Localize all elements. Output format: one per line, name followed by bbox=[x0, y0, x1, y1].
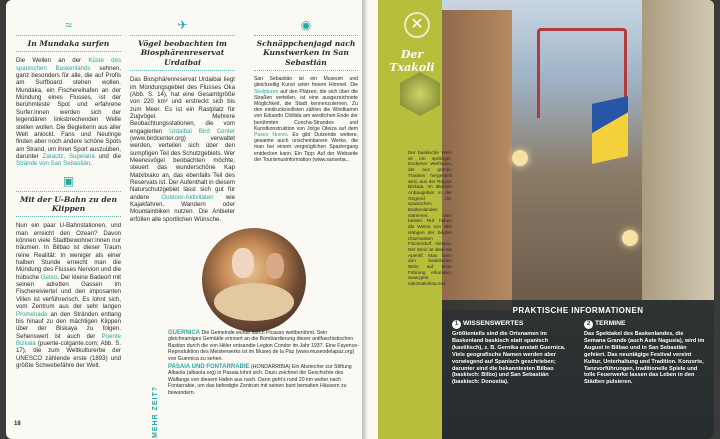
surfing-text bbox=[16, 57, 121, 167]
entry-guernica bbox=[168, 330, 360, 362]
heading-text: WISSENSWERTES bbox=[463, 320, 524, 327]
info-heading bbox=[584, 320, 706, 329]
grapes-image bbox=[400, 72, 440, 116]
link-zarautz-sopelana: Zarautz, Sopelana bbox=[42, 152, 95, 160]
link-san-sebastian-beaches: Strände von San Sebastián bbox=[16, 160, 91, 168]
number-badge: 2 bbox=[584, 320, 593, 329]
plane-icon: ✈ bbox=[177, 18, 188, 32]
info-text: Größtenteils sind die Ortsnamen im Baskenland baskisch statt spanisch (kastilisch), z. B. Gernika anstatt Guernica. Viele geografische Namen werden aber vorwiegend auf Spanisch geschrieben; darunter sind die bekanntesten Bilbao (baskisch: Bilbo) und San Sebastián (baskisch: Donostia). bbox=[452, 331, 566, 386]
building-left bbox=[442, 10, 512, 310]
heading-metro: Mit der U-Bahn zu den Klippen bbox=[16, 191, 121, 218]
sidebar-text: Der baskische Wein ist ein spritziger, trockener Weißwein, der aus grünen Trauben hergestellt wird, aus der Region Bizkaia. Im ältesten Anbaugebiet in der Gegend der spanischen Baskenlandes stammen. Den besten Ruf haben die Weine von den Hängen der beiden charmanten Fischerdorf Getaria. Der Wein ist ideal als Aperitif. Man kann den baskischen Wein auf einer Führung erkunden: www.geta riakotxakolina.eus bbox=[408, 150, 452, 287]
text: (www.birdcenter.org) verwaltet werden, verteilen sich über den sumpfigen Teil des Schutzgebiets. Wer Meeresvögel beobachten möchte, steuert das wunderschöne Kap Matxitxako an, das ebenfalls Teil des Reservats ist. Der Aufenthalt in diesem Naturschutzgebiet lässt sich gut für andere bbox=[130, 134, 235, 201]
heading-art-hunt: Schnäppchenjagd nach Kunstwerken in San Sebastián bbox=[254, 35, 358, 71]
column-3 bbox=[254, 18, 358, 163]
text: . Der kleine Badeort mit seinen adretten Gassen im Fischereiviertel und den imposanten Villen ist verführerisch. Es lohnt sich, vom Zentrum aus der sehr langen bbox=[16, 273, 121, 311]
text: sehnen, ganz besonders für alle, die auf Profis am Surfboard stehen wollen. Mundaka, ein Fischereihafen an der Mündung eines Flusses, ist der berühmteste Spot und erfahrene Surfer:innen werden sich der legendären linksbrechenden Welle stellen wollen. Die Begleiterin aus aller Welt anlockt. Fans und Neulinge finden aber noch andere schöne Spots am Strand, um ihren Sport auszuüben, darunter bbox=[16, 64, 121, 160]
metro-text bbox=[16, 222, 121, 369]
book-spine bbox=[362, 0, 372, 439]
text: Das Biosphärenreservat Urdaibai liegt im Mündungsgebiet des Flusses Oka (Abb. S. 14), hat eine Gesamtgröße von 220 km² und erstreckt sich bis zum Meer. Es ist ein Rastplatz für Zugvögel. Mehrere Beobachtungsstationen, die vom engagierten bbox=[130, 76, 235, 135]
link-bird-center: Urdaibai Bird Center bbox=[169, 127, 235, 135]
right-page bbox=[366, 0, 714, 439]
info-title: PRAKTISCHE INFORMATIONEN bbox=[512, 306, 644, 315]
text: Nun ein paar U-Bahnstationen, und man erreicht den Ozean? Davon können viele Stadtbewohner:innen nur träumen. In Bilbao ist dieser Traum reine Realität: In weniger als einer halben Stunde erreicht man die Mündung des Flusses Nervion und die hübsche bbox=[16, 222, 121, 281]
person-shape bbox=[266, 253, 284, 279]
column-1 bbox=[16, 18, 121, 369]
heading-surfing: In Mundaka surfen bbox=[16, 35, 121, 52]
more-time-entries bbox=[158, 330, 360, 396]
text: . bbox=[90, 160, 92, 168]
link-promenade: Promenade bbox=[16, 310, 48, 318]
text: wie Kajakfahren, Wandern oder Mountainbiken nutzen. Die Anbieter erfüllen alle sportlichen Wünsche. bbox=[130, 193, 235, 223]
art-hunt-text bbox=[254, 76, 358, 163]
text: und die bbox=[94, 152, 121, 160]
train-icon: ▣ bbox=[62, 173, 75, 188]
link-outdoor-activities: Outdoor-Aktivitäten bbox=[161, 193, 214, 201]
column-2 bbox=[130, 18, 235, 223]
lamp-glow bbox=[622, 230, 638, 246]
entry-text: (HONDARRIBIA) Ein Abstecher zur Stiftung Albaola (albaola.org) in Pasaia lohnt sich. Dazu zeichnet die Geschichte des Walfangs von diesem Hafen aus nach. Dann geht's rund 20 km weiter nach Fontarrabie, um das befestigte Zentrum mit seinen bunt bemalten Häusern zu bewundern. bbox=[168, 364, 352, 396]
link-getxo: Getxo bbox=[40, 273, 58, 281]
link-puente-bizkaia: Puente Bizkaia bbox=[16, 332, 121, 347]
number-badge: 1 bbox=[452, 320, 461, 329]
sidebar-title: Der Txakoli bbox=[389, 48, 435, 74]
text: an den Stränden entlang bis hinauf zu den mächtigen Klippen über der Biskaya zu folgen. Sehenswert ist auch der bbox=[16, 310, 121, 340]
text: auf den Plätzen, die sich über die Straßen verteilen, ist eine ausgezeichnete Möglichkeit, die Stadt kennenzulernen. Zu den eindrucksvollsten zählen die Windkamm von Eduardo Chillida am westlichen Ende der berühmten Concha-Strandes und Kunstkonstruktion von Jorge Oteiza auf dem bbox=[254, 88, 358, 132]
open-book bbox=[6, 0, 714, 439]
link-spanish-basque-coast: Küste des spanischen Baskenlands bbox=[16, 57, 121, 72]
heading-birdwatching: Vögel beobachten im Biosphärenreservat Urdaibai bbox=[130, 35, 235, 71]
page-number: 18 bbox=[14, 421, 21, 427]
more-time-box bbox=[152, 330, 360, 438]
link-sculptures: Skulpturen bbox=[254, 88, 279, 95]
txakoli-sidebar bbox=[378, 0, 452, 439]
info-column-termine bbox=[584, 320, 706, 386]
more-time-label: MEHR ZEIT? bbox=[152, 386, 159, 438]
entry-pasaia bbox=[168, 364, 360, 396]
info-column-wissenswertes bbox=[452, 320, 574, 386]
practical-info-box bbox=[442, 300, 714, 439]
text: San Sebastián ist ein Museum und gleichzeitig Kunst unter freiem Himmel. Die bbox=[254, 76, 358, 89]
text: Die Wellen an der bbox=[16, 57, 89, 65]
location-icon: ◉ bbox=[300, 18, 312, 32]
entry-text: Die Gemeinde wurde durch Picasso weltberühmt. Sein gleichnamiges Gemälde erinnert an die Bombardierung dieser antifaschistischen Bastion durch die von Hitler entsandte Legion Condor im Jahr 1937. Eine Fayence-Reproduktion des Meisterwerks ist im Museo de la Paz (www.museodelapaz.org) von Guernica zu sehen. bbox=[168, 330, 359, 362]
entry-title: GUERNICA bbox=[168, 330, 201, 336]
wine-icon: ✕ bbox=[404, 12, 430, 38]
lamp-glow bbox=[512, 150, 528, 166]
birdwatching-text bbox=[130, 76, 235, 223]
left-page bbox=[6, 0, 366, 439]
link-paseo-nuevo: Paseo Nuevo bbox=[254, 132, 288, 139]
heading-text: TERMINE bbox=[595, 320, 626, 327]
pintxos-photo bbox=[202, 228, 306, 332]
entry-title: PASAIA UND FONTARRABIE bbox=[168, 364, 250, 371]
building-right bbox=[642, 0, 714, 300]
surfer-icon: ≈ bbox=[65, 18, 72, 32]
info-heading bbox=[452, 320, 574, 329]
text: . Es gibt Dutzende weitere, gesamte auch unscheinbarere Werke, die man bei einem vergnüglichen Spaziergang entdecken kann. Ein Tipp: Auf der Webseite der Tourismusinformation (www.sanseba... bbox=[254, 132, 358, 163]
person-shape bbox=[232, 248, 254, 278]
flag-shape bbox=[592, 96, 628, 164]
food-platter bbox=[214, 283, 294, 321]
text: (puente-colgante.com; Abb. S. 17), die zum Weltkulturerbe der UNESCO zählende erste (1893) und größte Schwebefähre der Welt. bbox=[16, 339, 121, 369]
info-text: Das Spektakel des Baskenlandes, die Semana Grande (auch Aste Nagusia), wird im August in Bilbao und in San Sebastián gefeiert. Das neuntägige Festival vereint Kultur, Unterhaltung und Tradition. Konzerte, Tanzvorführungen, traditionelle Spiele und tolle Feuerwerke lassen das Leben in den Städten pulsieren. bbox=[584, 331, 705, 386]
